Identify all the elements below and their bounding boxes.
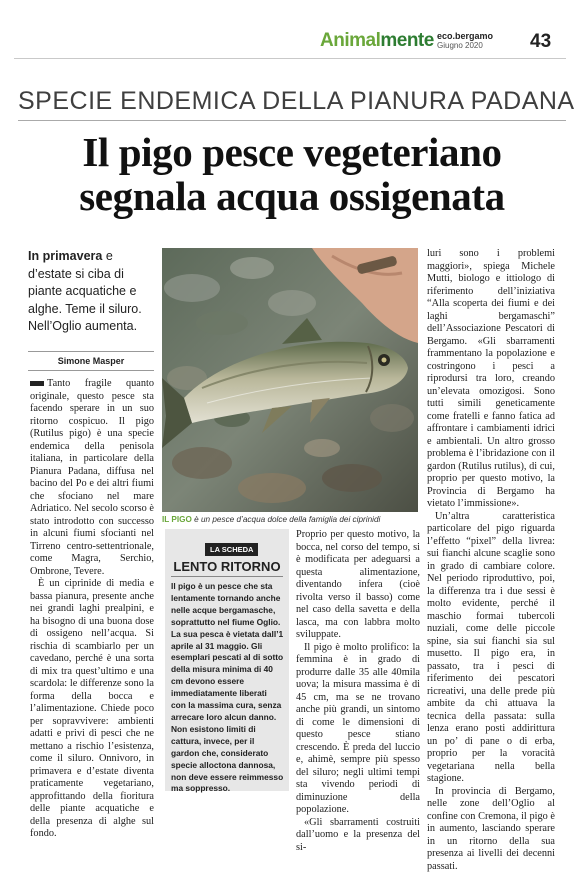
masthead-date: Giugno 2020 [437,41,493,50]
lead-text: e d’estate si ciba di piante acquatiche e alghe. Teme il siluro. Nell’Oglio aumenta. [28,249,142,333]
article-column-4 [427,248,555,873]
headline [18,130,566,218]
fish-photo-illustration [162,248,418,512]
article-paragraph: luri sono i problemi maggiori», spiega Michele Mutti, biologo e ittiologo di riferimento dell’iniziativa “Alla scoperta dei fiumi e dei laghi bergamaschi” dell’Associazione Pescatori di Bergamo. «Gli sbarramenti frammentano la popolazione e costringono i pesci a riprodursi tra loro, creando un’elevata omozigosi. Sono tutti simili geneticamente come fratelli e fanno fatica ad affrontare i cambiamenti idrici e ambientali. Un altro grosso problema è l’ibridazione con il gardon (Rutilus rutilus), di cui, proprio per questo motivo, la Provincia di Bergamo ha vietato l’immissione». [427,248,555,511]
page-number: 43 [530,31,551,53]
article-column-3 [296,529,420,854]
article-paragraph: Proprio per questo motivo, la bocca, nel corso del tempo, si è modificata per adeguarsi a questa alimentazione, diventando infera (cioè rivolta verso il basso) come nel caso della savetta e della lasca, ma con labbra molto sviluppate. [296,529,420,642]
photo-caption-label: IL PIGO [162,515,192,524]
fish-photo [162,248,418,512]
photo-caption-text: è un pesce d’acqua dolce della famiglia dei ciprinidi [192,515,380,524]
info-box-title: LENTO RITORNO [165,559,289,574]
byline-divider-bottom [28,370,154,371]
article-column-1 [30,378,154,841]
byline-divider-top [28,351,154,352]
masthead-name: eco.bergamo [437,32,493,41]
article-paragraph: In provincia di Bergamo, nelle zone dell’Oglio al confine con Cremona, il pigo è in aumento, lasciando sperare in un ritorno della sua presenza ai livelli dei decenni passati. [427,786,555,873]
section-brand-part-a: Animal [320,30,380,51]
masthead [437,32,493,50]
byline: Simone Masper [28,356,154,366]
lead-bold: In primavera [28,249,102,263]
kicker: SPECIE ENDEMICA DELLA PIANURA PADANA [18,87,566,116]
paragraph-start-marker [30,381,44,386]
section-brand [320,30,434,52]
headline-line-2: segnala acqua ossigenata [18,174,566,218]
article-paragraph: «Gli sbarramenti costruiti dall’uomo e la presenza del si- [296,817,420,855]
article-paragraph: Tanto fragile quanto originale, questo pesce sta facendo sperare in un suo ritorno cospicuo. Il pigo (Rutilus pigo) è una specie endemica della penisola italiana, in particolare della Pianura Padana, diffusa nel bacino del Po e dei altri fiumi che sfociano nel mare Adriatico. Nel secolo scorso è stato introdotto con successo in alcuni fiumi sfocianti nel Tirreno centro-settentrionale, come Magra, Serchio, Ombrone, Tevere. [30,378,154,578]
headline-line-1: Il pigo pesce vegeteriano [18,130,566,174]
section-brand-part-b: mente [380,30,433,51]
lead-paragraph [28,248,154,336]
info-box-body: Il pigo è un pesce che sta lentamente tornando anche nelle acque bergamasche, soprattutto nel fiume Oglio. La sua pesca è vietata dall’1 aprile al 31 maggio. Gli esemplari pescati al di sotto della misura minima di 40 cm devono essere immediatamente liberati con la massima cura, senza arrecare loro alcun danno. Non esistono limiti di cattura, invece, per il gardon che, considerato specie alloctona dannosa, non deve essere reimmesso ma soppresso. [171,581,284,795]
header-divider [14,58,566,59]
info-box-divider [171,576,283,577]
photo-caption [162,515,422,524]
info-box [165,529,289,791]
kicker-divider [18,120,566,121]
info-box-tag: LA SCHEDA [205,543,258,556]
article-paragraph: Un’altra caratteristica particolare del pigo riguarda l’effetto “pixel” della livrea: sui fianchi alcune scaglie sono in grado di cambiare colore. Nel periodo riproduttivo, poi, la differenza tra i due sessi è molto evidente, perché il maschio formai tubercoli nuziali, come delle piccole spine, sia sui fianchi sia sul musetto. Il pigo era, in passato, tra i pesci di riferimento dei pescatori ricreativi, una delle prede più ambite da chi attuava la tecnica della passata: sulla lenza erano posti addirittura un po’ di pane o di erba, proprio per la voracità vegetariana nella bella stagione. [427,511,555,786]
article-paragraph: È un ciprinide di media e bassa pianura, presente anche nei grandi laghi prealpini, e ha bisogno di una buona dose di ossigeno nell’acqua. Si rischia di scambiarlo per un cavedano, perché è una sorta di mix tra quest’ultimo e una scardola: le differenze sono la forma della bocca e l’alimentazione. Chiede poco per sopravvivere: ambienti adatti e privi di pesci che ne mettano a rischio l’esistenza, come il siluro. Onnivoro, in primavera e d’estate diventa praticamente vegetariano, approfittando della fioritura delle piante acquatiche e della presenza di alghe sul fondo. [30,578,154,841]
article-paragraph: Il pigo è molto prolifico: la femmina è in grado di produrre dalle 35 alle 40mila uova; la misura massima è di 45 cm, ma se ne trovano anche più grandi, un sintomo di come le dimensioni di questo pesce stiano crescendo. È preda del luccio e, ahimè, sempre più spesso del siluro; negli ultimi tempi sta vivendo periodi di diminuzione della popolazione. [296,642,420,817]
